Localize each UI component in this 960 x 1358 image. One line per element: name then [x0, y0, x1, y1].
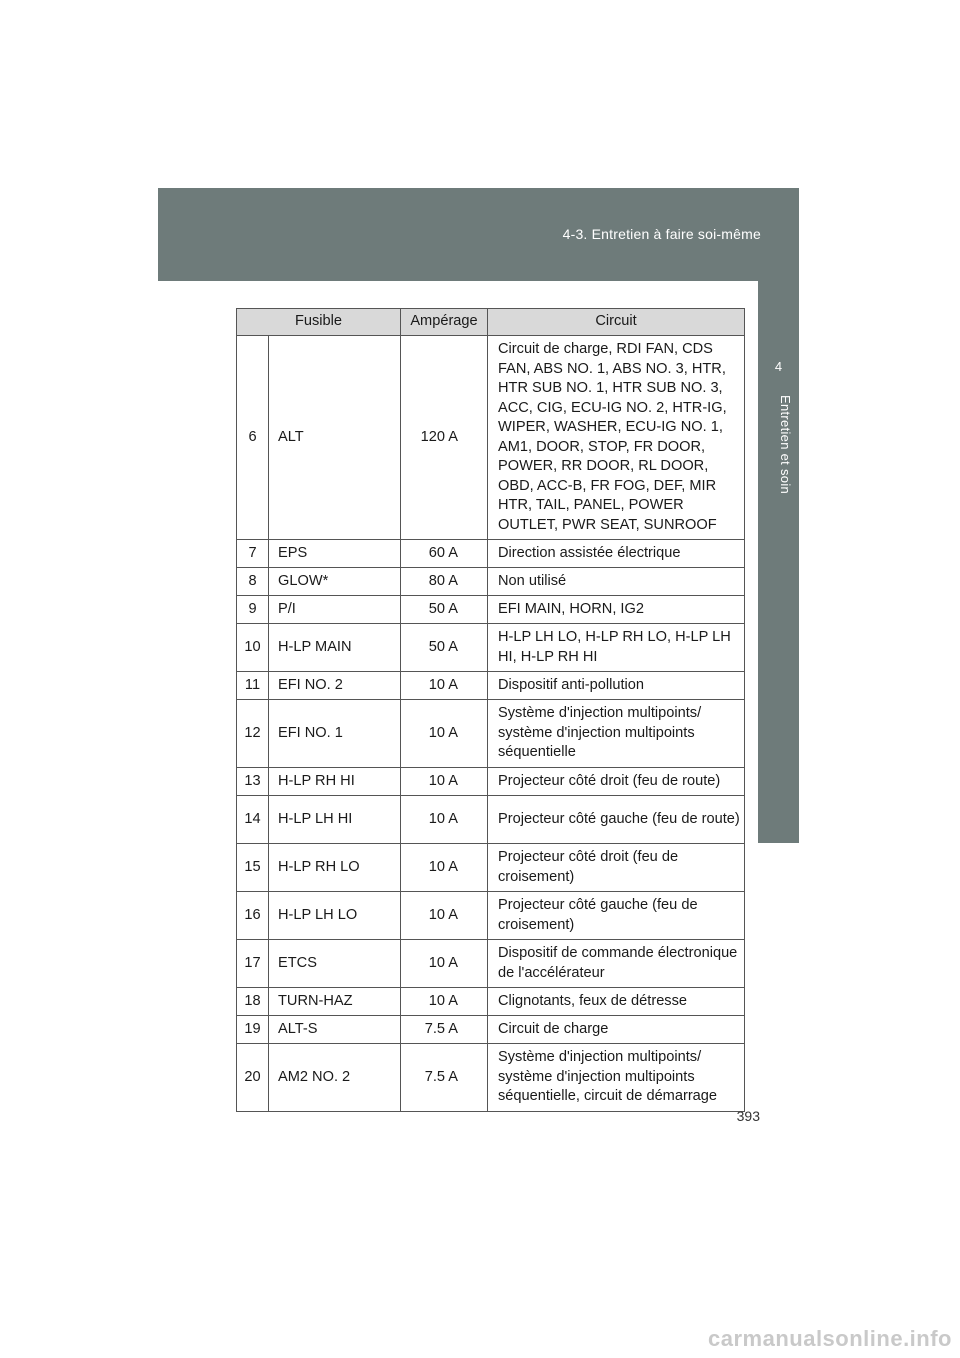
fuse-amperage-cell: 10 A — [401, 844, 488, 892]
fuse-number-cell: 19 — [237, 1016, 269, 1044]
fuse-amperage-cell: 10 A — [401, 988, 488, 1016]
table-row — [237, 1016, 745, 1044]
fuse-amperage-cell: 50 A — [401, 624, 488, 672]
fuse-name-cell: H-LP LH HI — [269, 796, 401, 844]
header-circuit: Circuit — [488, 309, 745, 336]
table-row — [237, 336, 745, 540]
watermark: carmanualsonline.info — [708, 1326, 952, 1351]
fuse-name-cell: P/I — [269, 596, 401, 624]
fuse-name-cell: H-LP LH LO — [269, 892, 401, 940]
fuse-circuit-cell: EFI MAIN, HORN, IG2 — [488, 596, 745, 624]
chapter-label: Entretien et soin — [778, 395, 793, 495]
fuse-number-cell: 11 — [237, 672, 269, 700]
fuse-circuit-cell: H-LP LH LO, H-LP RH LO, H-LP LH HI, H-LP RH HI — [488, 624, 745, 672]
fuse-circuit-cell: Non utilisé — [488, 568, 745, 596]
table-row — [237, 700, 745, 768]
fuse-name-cell: H-LP RH LO — [269, 844, 401, 892]
fuse-name-cell: GLOW* — [269, 568, 401, 596]
fuse-name-cell: EFI NO. 2 — [269, 672, 401, 700]
table-row — [237, 988, 745, 1016]
fuse-amperage-cell: 10 A — [401, 768, 488, 796]
fuse-number-cell: 8 — [237, 568, 269, 596]
table-row — [237, 540, 745, 568]
fuse-circuit-cell: Projecteur côté droit (feu de route) — [488, 768, 745, 796]
fuse-circuit-cell: Système d'injection multipoints/ système d'injection multipoints séquentielle, circuit de démarrage — [488, 1044, 745, 1112]
fuse-number-cell: 6 — [237, 336, 269, 540]
fuse-name-cell: H-LP MAIN — [269, 624, 401, 672]
fuse-circuit-cell: Dispositif anti-pollution — [488, 672, 745, 700]
fuse-circuit-cell: Dispositif de commande électronique de l'accélérateur — [488, 940, 745, 988]
page-number: 393 — [736, 1108, 760, 1124]
chapter-number: 4 — [774, 359, 783, 374]
fuse-number-cell: 16 — [237, 892, 269, 940]
section-title: 4-3. Entretien à faire soi-même — [562, 226, 761, 242]
fuse-table — [236, 308, 745, 1112]
header-fusible: Fusible — [237, 309, 401, 336]
fuse-number-cell: 17 — [237, 940, 269, 988]
fuse-name-cell: TURN-HAZ — [269, 988, 401, 1016]
fuse-amperage-cell: 60 A — [401, 540, 488, 568]
fuse-name-cell: EFI NO. 1 — [269, 700, 401, 768]
fuse-circuit-cell: Système d'injection multipoints/ système d'injection multipoints séquentielle — [488, 700, 745, 768]
fuse-circuit-cell: Circuit de charge — [488, 1016, 745, 1044]
fuse-number-cell: 9 — [237, 596, 269, 624]
fuse-amperage-cell: 10 A — [401, 672, 488, 700]
fuse-circuit-cell: Circuit de charge, RDI FAN, CDS FAN, ABS NO. 1, ABS NO. 3, HTR, HTR SUB NO. 1, HTR SUB NO. 3, ACC, CIG, ECU-IG NO. 2, HTR-IG, WIPER, WASHER, ECU-IG NO. 1, AM1, DOOR, STOP, FR DOOR, POWER, RR DOOR, RL DOOR, OBD, ACC-B, FR FOG, DEF, MIR HTR, TAIL, PANEL, POWER OUTLET, PWR SEAT, SUNROOF — [488, 336, 745, 540]
table-row — [237, 672, 745, 700]
fuse-amperage-cell: 80 A — [401, 568, 488, 596]
table-row — [237, 844, 745, 892]
header-amperage: Ampérage — [401, 309, 488, 336]
table-row — [237, 796, 745, 844]
fuse-number-cell: 20 — [237, 1044, 269, 1112]
section-header-band — [158, 188, 799, 281]
table-row — [237, 624, 745, 672]
fuse-circuit-cell: Direction assistée électrique — [488, 540, 745, 568]
fuse-table-body — [237, 336, 745, 1112]
fuse-amperage-cell: 7.5 A — [401, 1044, 488, 1112]
fuse-amperage-cell: 50 A — [401, 596, 488, 624]
fuse-name-cell: AM2 NO. 2 — [269, 1044, 401, 1112]
chapter-side-tab — [758, 281, 799, 843]
fuse-number-cell: 18 — [237, 988, 269, 1016]
fuse-name-cell: ETCS — [269, 940, 401, 988]
fuse-name-cell: H-LP RH HI — [269, 768, 401, 796]
fuse-name-cell: ALT-S — [269, 1016, 401, 1044]
fuse-amperage-cell: 10 A — [401, 700, 488, 768]
fuse-number-cell: 15 — [237, 844, 269, 892]
table-row — [237, 596, 745, 624]
table-row — [237, 940, 745, 988]
table-row — [237, 892, 745, 940]
fuse-name-cell: ALT — [269, 336, 401, 540]
table-row — [237, 768, 745, 796]
fuse-name-cell: EPS — [269, 540, 401, 568]
fuse-number-cell: 13 — [237, 768, 269, 796]
fuse-amperage-cell: 120 A — [401, 336, 488, 540]
fuse-amperage-cell: 10 A — [401, 940, 488, 988]
fuse-circuit-cell: Projecteur côté droit (feu de croisement) — [488, 844, 745, 892]
fuse-amperage-cell: 7.5 A — [401, 1016, 488, 1044]
fuse-amperage-cell: 10 A — [401, 796, 488, 844]
fuse-amperage-cell: 10 A — [401, 892, 488, 940]
fuse-circuit-cell: Projecteur côté gauche (feu de croisement) — [488, 892, 745, 940]
fuse-number-cell: 14 — [237, 796, 269, 844]
fuse-circuit-cell: Clignotants, feux de détresse — [488, 988, 745, 1016]
table-row — [237, 568, 745, 596]
fuse-number-cell: 7 — [237, 540, 269, 568]
table-row — [237, 1044, 745, 1112]
fuse-number-cell: 10 — [237, 624, 269, 672]
fuse-circuit-cell: Projecteur côté gauche (feu de route) — [488, 796, 745, 844]
fuse-number-cell: 12 — [237, 700, 269, 768]
table-header-row — [237, 309, 745, 336]
